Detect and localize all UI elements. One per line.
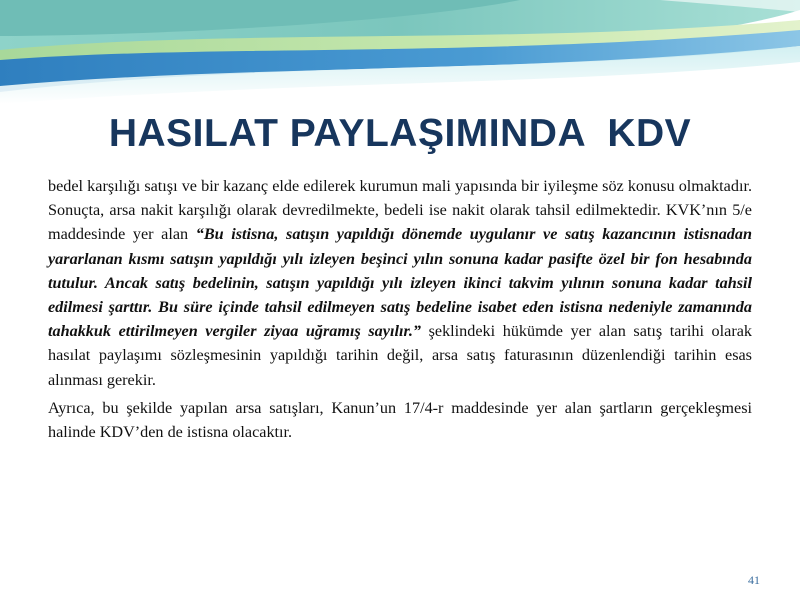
- paragraph-1-lead: bedel karşılığı satışı ve bir kazanç elde edilerek kurumun mali yapısında bir iyileşme söz konusu olmaktadır. Sonuçta, arsa nakit karşılığı olarak devredilmekte, bedeli ise nakit olarak tahsil edilmektedir. KVK’nın 5/e maddesinde yer alan: [48, 177, 752, 244]
- law-quote: “Bu istisna, satışın yapıldığı dönemde uygulanır ve satış kazancının istisnadan yararlanan kısmı satışın yapıldığı yılı izleyen beşinci yılın sonuna kadar pasifte özel bir fon hesabında tutulur. Ancak satış bedelinin, satışın yapıldığı yılı izleyen ikinci takvim yılının sonuna kadar tahsil edilmesi şarttır. Bu süre içinde tahsil edilmeyen satış bedeline isabet eden istisna nedeniyle zamanında tahakkuk ettirilmeyen vergiler ziyaa uğramış sayılır.”: [48, 225, 752, 341]
- slide-body: [48, 174, 752, 444]
- slide-title: HASILAT PAYLAŞIMINDA KDV: [108, 112, 692, 155]
- page-number: 41: [748, 573, 760, 587]
- body-paragraph-1: [48, 174, 752, 392]
- paragraph-1-tail: şeklindeki hükümde yer alan satış tarihi olarak hasılat paylaşımı sözleşmesinin yapıldığı tarihin değil, arsa satış faturasının düzenlendiği tarihin esas alınması gerekir.: [48, 322, 752, 389]
- body-paragraph-2: Ayrıca, bu şekilde yapılan arsa satışları, Kanun’un 17/4-r maddesinde yer alan şartların gerçekleşmesi halinde KDV’den de istisna olacaktır.: [48, 398, 752, 442]
- decorative-wave-header: [0, 0, 800, 110]
